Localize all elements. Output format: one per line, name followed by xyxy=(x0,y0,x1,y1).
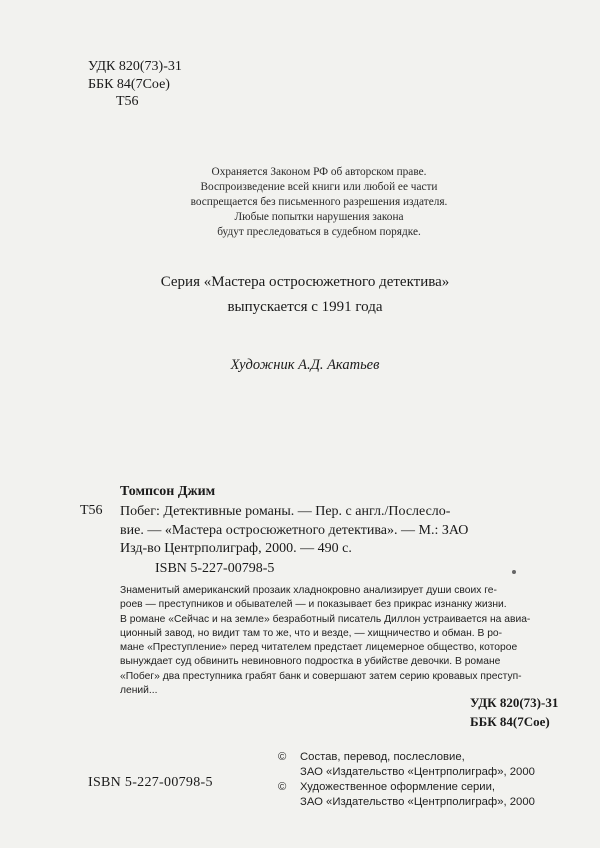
annotation-line: «Побег» два преступника грабят банк и совершают затем серию кровавых преступ- xyxy=(120,670,522,682)
catalog-code: Т56 xyxy=(80,503,103,518)
catalog-description-line: Изд-во Центрполиграф, 2000. — 490 с. xyxy=(120,541,352,556)
copyright-notice xyxy=(130,165,508,240)
series-title: Серия «Мастера остросюжетного детектива» xyxy=(160,274,450,290)
catalog-description-line: Побег: Детективные романы. — Пер. с англ./Послесло- xyxy=(120,504,451,519)
annotation-line: В романе «Сейчас и на земле» безработный писатель Диллон устраивается на авиа- xyxy=(120,613,531,625)
copyright-line: воспрещается без письменного разрешения издателя. xyxy=(190,196,448,208)
catalog-author: Томпсон Джим xyxy=(120,484,216,499)
bottom-udk-code: УДК 820(73)-31 xyxy=(470,695,559,710)
annotation-line: роев — преступников и обывателей — и показывает без прикрас изнанку жизни. xyxy=(120,599,507,611)
credit-publisher: ЗАО «Издательство «Центрполиграф», 2000 xyxy=(300,795,535,808)
series-info xyxy=(90,270,520,320)
copyright-symbol: © xyxy=(278,781,287,793)
copyright-line: Воспроизведение всей книги или любой ее части xyxy=(200,181,438,193)
copyright-line: будут преследоваться в судебном порядке. xyxy=(217,226,421,238)
top-bbk-code: ББК 84(7Сое) xyxy=(88,76,170,92)
credit-entry xyxy=(278,750,535,779)
print-speck xyxy=(512,570,516,574)
catalog-isbn: ISBN 5-227-00798-5 xyxy=(155,561,275,576)
series-since: выпускается с 1991 года xyxy=(227,299,383,315)
copyright-line: Охраняется Законом РФ об авторском праве. xyxy=(211,166,427,178)
catalog-description xyxy=(120,503,575,559)
bottom-classification-codes xyxy=(470,693,558,731)
top-udk-code: УДК 820(73)-31 xyxy=(88,59,182,74)
bottom-isbn: ISBN 5-227-00798-5 xyxy=(88,775,213,790)
credits xyxy=(278,750,535,810)
copyright-line: Любые попытки нарушения закона xyxy=(234,211,404,223)
credit-line: Художественное оформление серии, xyxy=(300,781,496,793)
catalog-description-line: вие. — «Мастера остросюжетного детектива». — М.: ЗАО xyxy=(120,522,469,538)
credit-line: Состав, перевод, послесловие, xyxy=(300,751,465,763)
top-author-code: Т56 xyxy=(116,94,139,109)
bottom-bbk-code: ББК 84(7Сое) xyxy=(470,714,550,729)
annotation xyxy=(120,584,580,698)
artist-credit: Художник А.Д. Акатьев xyxy=(230,357,380,373)
annotation-line: Знаменитый американский прозаик хладнокровно анализирует души своих ге- xyxy=(120,585,497,596)
annotation-line: ционный завод, но видит там то же, что и везде, — хищничество и обман. В ро- xyxy=(120,627,503,639)
annotation-line: лений... xyxy=(120,685,158,697)
credit-publisher: ЗАО «Издательство «Центрполиграф», 2000 xyxy=(300,765,535,778)
credit-entry xyxy=(278,780,535,809)
copyright-symbol: © xyxy=(278,751,287,763)
annotation-line: мане «Преступление» перед читателем предстает лицемерное общество, которое xyxy=(120,642,518,654)
annotation-line: вынуждает суд обвинить невиновного подростка в убийстве девочки. В романе xyxy=(120,656,501,668)
top-classification-codes xyxy=(88,58,182,111)
